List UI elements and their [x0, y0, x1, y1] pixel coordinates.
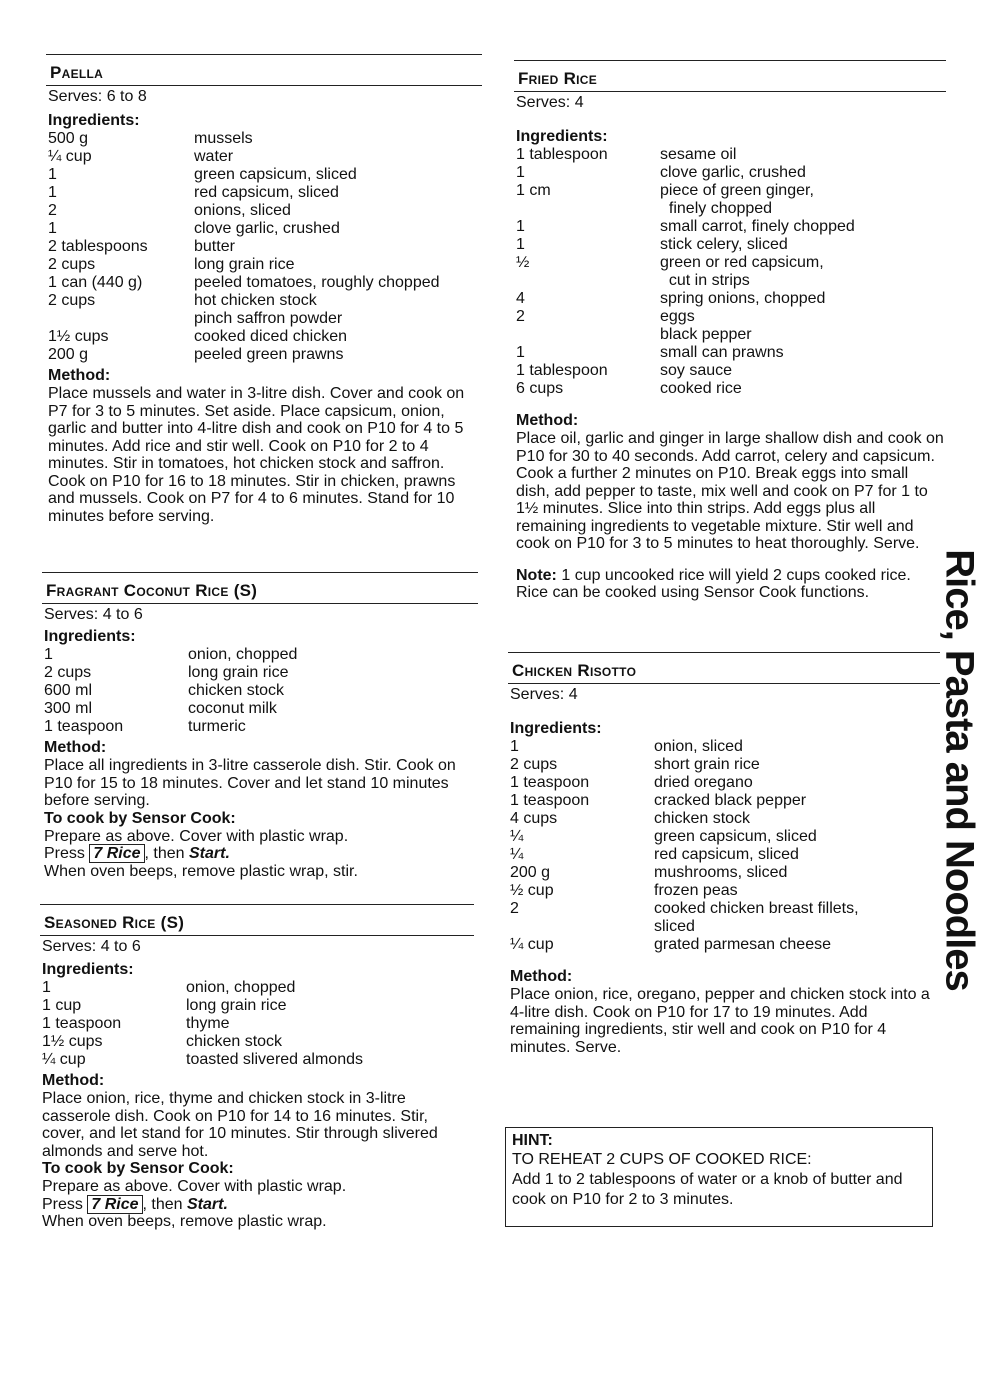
recipe-fragrant-coconut-rice: [42, 572, 478, 880]
ingredient-row: [514, 344, 946, 362]
ingredient-item: green capsicum, sliced: [654, 828, 817, 845]
ingredient-qty: 1½ cups: [48, 328, 109, 345]
ingredient-qty: ¼: [510, 846, 524, 863]
ingredient-qty: 1: [44, 646, 53, 663]
ingredient-qty: 1½ cups: [42, 1033, 103, 1050]
hint-box: [505, 1127, 933, 1227]
ingredient-row: [46, 184, 482, 202]
ingredient-qty: [48, 310, 194, 328]
ingredient-row: [508, 756, 940, 774]
ingredient-qty: 1 cup: [42, 997, 82, 1014]
ingredient-qty: 1 teaspoon: [510, 792, 590, 809]
ingredient-row: [42, 646, 478, 664]
ingredients-list: [514, 146, 946, 398]
serves: Serves: 6 to 8: [48, 88, 147, 105]
ingredient-item: chicken stock: [188, 682, 285, 699]
rice-key-button: 7 Rice: [87, 1195, 142, 1214]
ingredient-qty: 6 cups: [516, 380, 564, 397]
ingredient-qty: 300 ml: [44, 700, 93, 717]
ingredient-item: green or red capsicum, cut in strips: [660, 254, 824, 289]
serves: Serves: 4: [516, 94, 584, 111]
ingredient-qty: 1: [48, 184, 57, 201]
ingredient-row: [514, 236, 946, 254]
serves: Serves: 4 to 6: [44, 606, 143, 623]
ingredient-row: [46, 256, 482, 274]
ingredient-item: grated parmesan cheese: [654, 936, 831, 953]
note-text: 1 cup uncooked rice will yield 2 cups cooked rice. Rice can be cooked using Sensor Cook functions.: [516, 566, 911, 601]
ingredients-list: [40, 979, 474, 1069]
sensor-line-beeps: When oven beeps, remove plastic wrap.: [42, 1213, 327, 1230]
ingredient-item: mushrooms, sliced: [654, 864, 788, 881]
side-tab-label: Rice, Pasta and Noodles: [937, 549, 982, 991]
ingredient-item: long grain rice: [194, 256, 295, 273]
recipe-title-bar: [46, 54, 482, 86]
ingredient-qty: 600 ml: [44, 682, 93, 699]
ingredient-item: hot chicken stock: [194, 292, 317, 309]
ingredient-row: [40, 997, 474, 1015]
ingredient-item: cooked rice: [660, 380, 742, 397]
ingredient-row: [40, 979, 474, 997]
ingredient-row: [508, 936, 940, 954]
ingredients-label: Ingredients:: [42, 961, 134, 978]
sensor-line-press: [42, 845, 478, 863]
ingredient-row: [46, 346, 482, 364]
ingredient-row: [46, 328, 482, 346]
ingredient-row: [42, 664, 478, 682]
ingredient-row: [40, 1051, 474, 1069]
ingredient-row: [514, 290, 946, 308]
ingredient-item: peeled tomatoes, roughly chopped: [194, 274, 440, 291]
ingredient-item: dried oregano: [654, 774, 753, 791]
ingredient-item: butter: [194, 238, 235, 255]
ingredient-row: [508, 900, 940, 936]
ingredients-label: Ingredients:: [48, 112, 140, 129]
serves: Serves: 4: [510, 686, 578, 703]
ingredients-label: Ingredients:: [516, 128, 608, 145]
ingredient-row: [46, 274, 482, 292]
then-text: , then: [142, 1195, 183, 1213]
ingredient-item: clove garlic, crushed: [194, 220, 340, 237]
method-label: Method:: [510, 968, 573, 985]
sensor-line-prepare: Prepare as above. Cover with plastic wrap.: [42, 1178, 347, 1195]
ingredient-item: sesame oil: [660, 146, 737, 163]
ingredient-qty: 500 g: [48, 130, 89, 147]
ingredient-row: [514, 326, 946, 344]
ingredient-qty: 1 tablespoon: [516, 146, 608, 163]
ingredient-qty: ½ cup: [510, 882, 554, 899]
ingredients-list: [46, 130, 482, 364]
ingredient-qty: 2 cups: [48, 256, 96, 273]
ingredient-row: [508, 810, 940, 828]
ingredient-item: eggs: [660, 308, 695, 325]
sensor-line-press: [40, 1196, 474, 1214]
ingredient-qty: 2 cups: [48, 292, 96, 309]
ingredient-item: turmeric: [188, 718, 246, 735]
ingredient-row: [514, 146, 946, 164]
ingredient-item: red capsicum, sliced: [654, 846, 799, 863]
ingredient-qty: 1: [48, 166, 57, 183]
start-key-text: Start.: [188, 845, 230, 862]
ingredient-item: short grain rice: [654, 756, 760, 773]
ingredient-qty: 2 cups: [510, 756, 558, 773]
ingredient-row: [514, 218, 946, 236]
ingredient-row: [508, 864, 940, 882]
ingredient-qty: ¼: [510, 828, 524, 845]
ingredient-row: [46, 166, 482, 184]
ingredient-item: cooked chicken breast fillets, sliced: [654, 900, 859, 935]
ingredient-item: small carrot, finely chopped: [660, 218, 855, 235]
ingredient-qty: 1: [516, 164, 525, 181]
ingredients-label: Ingredients:: [44, 628, 136, 645]
recipe-title: Fragrant Coconut Rice (S): [46, 581, 258, 600]
ingredient-row: [42, 718, 478, 736]
method-text: Place onion, rice, oregano, pepper and chicken stock into a 4-litre dish. Cook on P10 for 17 to 19 minutes. Add remaining ingredients, stir well and cook on P10 for 4 minutes. Serve.: [510, 986, 930, 1056]
method-text: Place onion, rice, thyme and chicken stock in 3-litre casserole dish. Cook on P10 for 14 to 16 minutes. Stir, cover, and let stand for 10 minutes. Stir through slivered almonds and serve hot.: [42, 1090, 438, 1160]
ingredient-row: [46, 202, 482, 220]
hint-heading: TO REHEAT 2 CUPS OF COOKED RICE:: [512, 1151, 812, 1168]
sensor-line-prepare: Prepare as above. Cover with plastic wrap.: [44, 827, 349, 845]
ingredient-item: long grain rice: [186, 997, 287, 1014]
ingredient-item: black pepper: [660, 326, 752, 343]
press-text: Press: [44, 845, 85, 862]
recipe-title-bar: [514, 60, 946, 92]
ingredient-item: onion, sliced: [654, 738, 743, 755]
note-label: Note:: [516, 566, 557, 584]
method-text: Place oil, garlic and ginger in large shallow dish and cook on P10 for 30 to 40 seconds. Add carrot, celery and capsicum. Cook a further 2 minutes on P10. Break eggs into small dish, add pepper to taste, mix well and cook on P7 for 1 to 1½ minutes. Slice into thin strips. Add eggs plus all remaining ingredients to vegetable mixture. Stir well and cook on P10 for 3 to 5 minutes to heat thoroughly. Serve.: [516, 430, 944, 552]
ingredient-item: red capsicum, sliced: [194, 184, 339, 201]
ingredient-row: [514, 380, 946, 398]
ingredient-qty: ¼ cup: [42, 1051, 86, 1068]
ingredient-row: [514, 164, 946, 182]
ingredients-list: [508, 738, 940, 954]
ingredient-item: frozen peas: [654, 882, 738, 899]
ingredient-qty: 1 teaspoon: [42, 1015, 122, 1032]
recipe-seasoned-rice: [40, 904, 474, 1231]
ingredient-item: water: [194, 148, 234, 165]
recipe-fried-rice: [514, 60, 946, 602]
ingredient-row: [46, 130, 482, 148]
ingredient-row: [42, 682, 478, 700]
ingredient-qty: 1: [510, 738, 519, 755]
ingredient-item: mussels: [194, 130, 253, 147]
recipe-title: Paella: [50, 63, 104, 82]
ingredient-qty: 2: [510, 900, 519, 917]
ingredient-item: pinch saffron powder: [194, 310, 343, 327]
start-key-text: Start.: [186, 1195, 228, 1213]
ingredient-item: stick celery, sliced: [660, 236, 788, 253]
method-text: Place all ingredients in 3-litre casserole dish. Stir. Cook on P10 for 15 to 18 minutes. Cover and let stand 10 minutes before serving.: [44, 757, 456, 809]
ingredient-item: cracked black pepper: [654, 792, 807, 809]
recipe-title: Chicken Risotto: [512, 661, 637, 680]
ingredients-label: Ingredients:: [510, 720, 602, 737]
ingredient-row: [508, 774, 940, 792]
serves: Serves: 4 to 6: [42, 938, 141, 955]
ingredient-item: onions, sliced: [194, 202, 291, 219]
recipe-title-bar: [42, 572, 478, 604]
ingredient-qty: 1: [516, 344, 525, 361]
rice-key-button: 7 Rice: [89, 844, 144, 863]
recipe-title-bar: [40, 904, 474, 936]
ingredient-qty: 1: [516, 218, 525, 235]
ingredient-qty: 2 tablespoons: [48, 238, 148, 255]
hint-text: Add 1 to 2 tablespoons of water or a knob of butter and cook on P10 for 2 to 3 minutes.: [512, 1171, 903, 1208]
ingredient-row: [508, 882, 940, 900]
ingredient-row: [514, 362, 946, 380]
method-label: Method:: [42, 1072, 105, 1089]
recipe-title: Fried Rice: [518, 69, 598, 88]
ingredient-row: [46, 148, 482, 166]
ingredient-row: [508, 738, 940, 756]
note: [514, 567, 946, 602]
ingredient-row: [514, 182, 946, 218]
ingredient-item: onion, chopped: [188, 646, 298, 663]
ingredient-row: [514, 254, 946, 290]
ingredient-qty: 1 cm: [516, 182, 551, 199]
ingredient-item: thyme: [186, 1015, 230, 1032]
ingredient-row: [42, 700, 478, 718]
ingredient-item: onion, chopped: [186, 979, 296, 996]
ingredient-qty: 4 cups: [510, 810, 558, 827]
method-label: Method:: [44, 739, 107, 756]
ingredient-qty: 1: [516, 236, 525, 253]
ingredient-qty: 2 cups: [44, 664, 92, 681]
ingredient-item: toasted slivered almonds: [186, 1051, 363, 1068]
ingredient-item: green capsicum, sliced: [194, 166, 357, 183]
ingredient-item: small can prawns: [660, 344, 784, 361]
ingredient-qty: ¼ cup: [510, 936, 554, 953]
method-label: Method:: [48, 367, 111, 384]
ingredient-item: chicken stock: [654, 810, 751, 827]
ingredient-qty: ¼ cup: [48, 148, 92, 165]
ingredient-item: piece of green ginger, finely chopped: [660, 182, 814, 217]
ingredients-list: [42, 646, 478, 736]
sensor-line-beeps: When oven beeps, remove plastic wrap, stir.: [44, 862, 358, 880]
ingredient-qty: 1 tablespoon: [516, 362, 608, 379]
ingredient-qty: 200 g: [510, 864, 551, 881]
ingredient-qty: 200 g: [48, 346, 89, 363]
ingredient-row: [46, 220, 482, 238]
ingredient-row: [46, 310, 482, 328]
ingredient-qty: 1 teaspoon: [44, 718, 124, 735]
method-label: Method:: [516, 412, 579, 429]
ingredient-item: chicken stock: [186, 1033, 283, 1050]
press-text: Press: [42, 1195, 83, 1213]
recipe-chicken-risotto: [508, 652, 940, 1056]
hint-title: HINT:: [512, 1132, 553, 1149]
ingredient-row: [514, 308, 946, 326]
ingredient-qty: 1: [42, 979, 51, 996]
ingredient-item: clove garlic, crushed: [660, 164, 806, 181]
ingredient-qty: 2: [48, 202, 57, 219]
recipe-title: Seasoned Rice (S): [44, 913, 185, 932]
ingredient-item: soy sauce: [660, 362, 733, 379]
ingredient-qty: 1 teaspoon: [510, 774, 590, 791]
recipe-title-bar: [508, 652, 940, 684]
ingredient-row: [46, 292, 482, 310]
ingredient-qty: 1 can (440 g): [48, 274, 143, 291]
ingredient-item: spring onions, chopped: [660, 290, 826, 307]
ingredient-qty: 1: [48, 220, 57, 237]
ingredient-qty: ½: [516, 254, 530, 271]
then-text: , then: [144, 845, 185, 862]
ingredient-item: cooked diced chicken: [194, 328, 347, 345]
ingredient-row: [508, 828, 940, 846]
ingredient-row: [508, 846, 940, 864]
method-text: Place mussels and water in 3-litre dish. Cover and cook on P7 for 3 to 5 minutes. Set aside. Place capsicum, onion, garlic and butter into 4-litre dish and cook on P10 for 4 to 5 minutes. Add rice and stir well. Cook on P10 for 2 to 4 minutes. Stir in tomatoes, hot chicken stock and saffron. Cook on P10 for 16 to 18 minutes. Stir in chicken, prawns and mussels. Cook on P7 for 4 to 6 minutes. Stand for 10 minutes before serving.: [48, 385, 465, 525]
ingredient-item: peeled green prawns: [194, 346, 344, 363]
ingredient-row: [508, 792, 940, 810]
ingredient-qty: 4: [516, 290, 525, 307]
ingredient-item: long grain rice: [188, 664, 289, 681]
recipe-paella: [46, 54, 482, 525]
ingredient-item: coconut milk: [188, 700, 277, 717]
ingredient-qty: 2: [516, 308, 525, 325]
ingredient-row: [40, 1015, 474, 1033]
ingredient-row: [46, 238, 482, 256]
ingredient-qty: [516, 326, 660, 344]
sensor-cook-label: To cook by Sensor Cook:: [42, 1160, 234, 1177]
ingredient-row: [40, 1033, 474, 1051]
sensor-cook-label: To cook by Sensor Cook:: [44, 809, 236, 827]
side-section-tab: [934, 549, 984, 991]
